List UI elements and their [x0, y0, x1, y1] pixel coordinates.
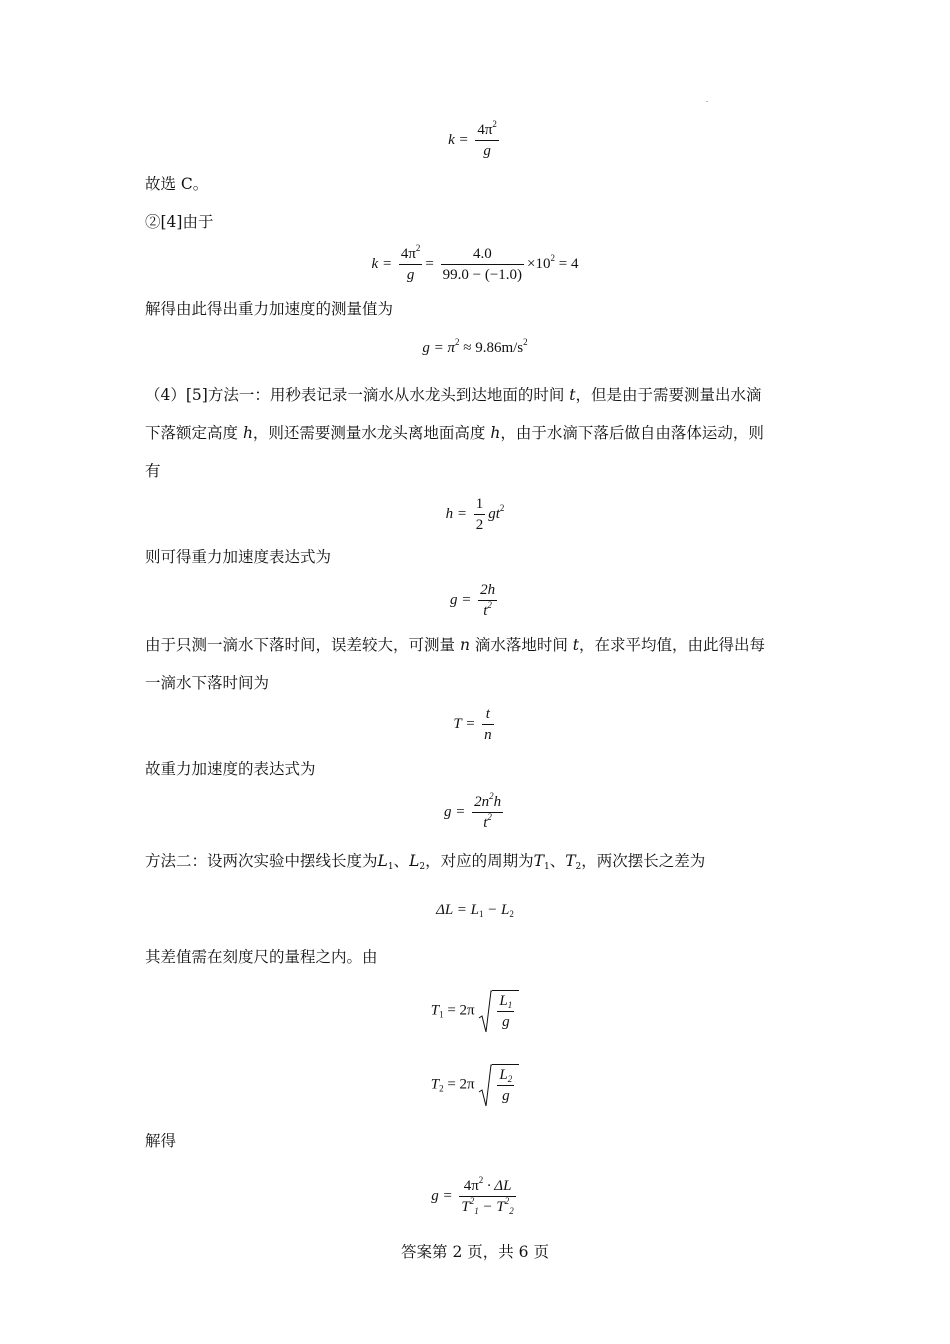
paragraph: 有 — [145, 462, 161, 480]
paragraph: （4）[5]方法一：用秒表记录一滴水从水龙头到达地面的时间 t，但是由于需要测量出水滴 — [145, 386, 762, 404]
paragraph: 由于只测一滴水下落时间，误差较大，可测量 n 滴水落地时间 t，在求平均值，由此得出每 — [145, 636, 766, 654]
paragraph: 故重力加速度的表达式为 — [145, 760, 316, 778]
equation-T1: $T_1 = 2\pi$ $\frac{L_1}{g}$ — [0, 990, 950, 1032]
equation-k: k = $\frac{4\pi^2}{g}$ — [448, 119, 497, 159]
paragraph: ②[4]由于 — [145, 213, 214, 231]
paragraph: 其差值需在刻度尺的量程之内。由 — [145, 948, 378, 966]
equation-g-value: $g = \pi^2 \approx 9.86m/s^2$ — [422, 337, 528, 356]
equation-delta-L: $\Delta L = L_1 - L_2$ — [436, 902, 514, 919]
equation-k-calc: k = $\frac{4\pi^2}{g}$ = $\frac{4.0}{99.0 - (-1.0)}$ $\times 10^2 = 4$ — [371, 243, 579, 283]
paragraph: 解得由此得出重力加速度的测量值为 — [145, 300, 394, 318]
paragraph: 下落额定高度 h，则还需要测量水龙头离地面高度 h，由于水滴下落后做自由落体运动，则 — [145, 424, 764, 442]
equation-g-2n2h: g = $\frac{2n^2h}{t^2}$ — [443, 791, 502, 831]
paragraph: 则可得重力加速度表达式为 — [145, 548, 332, 566]
equation-T: T = $\frac{t}{n}$ — [453, 706, 492, 743]
paragraph: 一滴水下落时间为 — [145, 674, 270, 692]
equation-h: h = $\frac{1}{2}$ $gt^2$ — [445, 496, 505, 533]
equation-T2: $T_2 = 2\pi$ $\frac{L_2}{g}$ — [0, 1064, 950, 1106]
scan-speck — [706, 101, 708, 102]
equation-g-final: g = $\frac{4\pi^2 \cdot \Delta L}{T^2_1 - T^2_2}$ — [431, 1175, 514, 1216]
equation-g-2h: g = $\frac{2h}{t^2}$ — [449, 582, 496, 619]
paragraph: 解得 — [145, 1132, 177, 1150]
paragraph: 方法二：设两次实验中摆线长度为$L_1$、$L_2$，对应的周期为$T_1$、$T_2$，两次摆长之差为 — [145, 852, 706, 872]
paragraph: 故选 C。 — [145, 175, 209, 193]
page-footer: 答案第 2 页，共 6 页 — [401, 1243, 549, 1261]
